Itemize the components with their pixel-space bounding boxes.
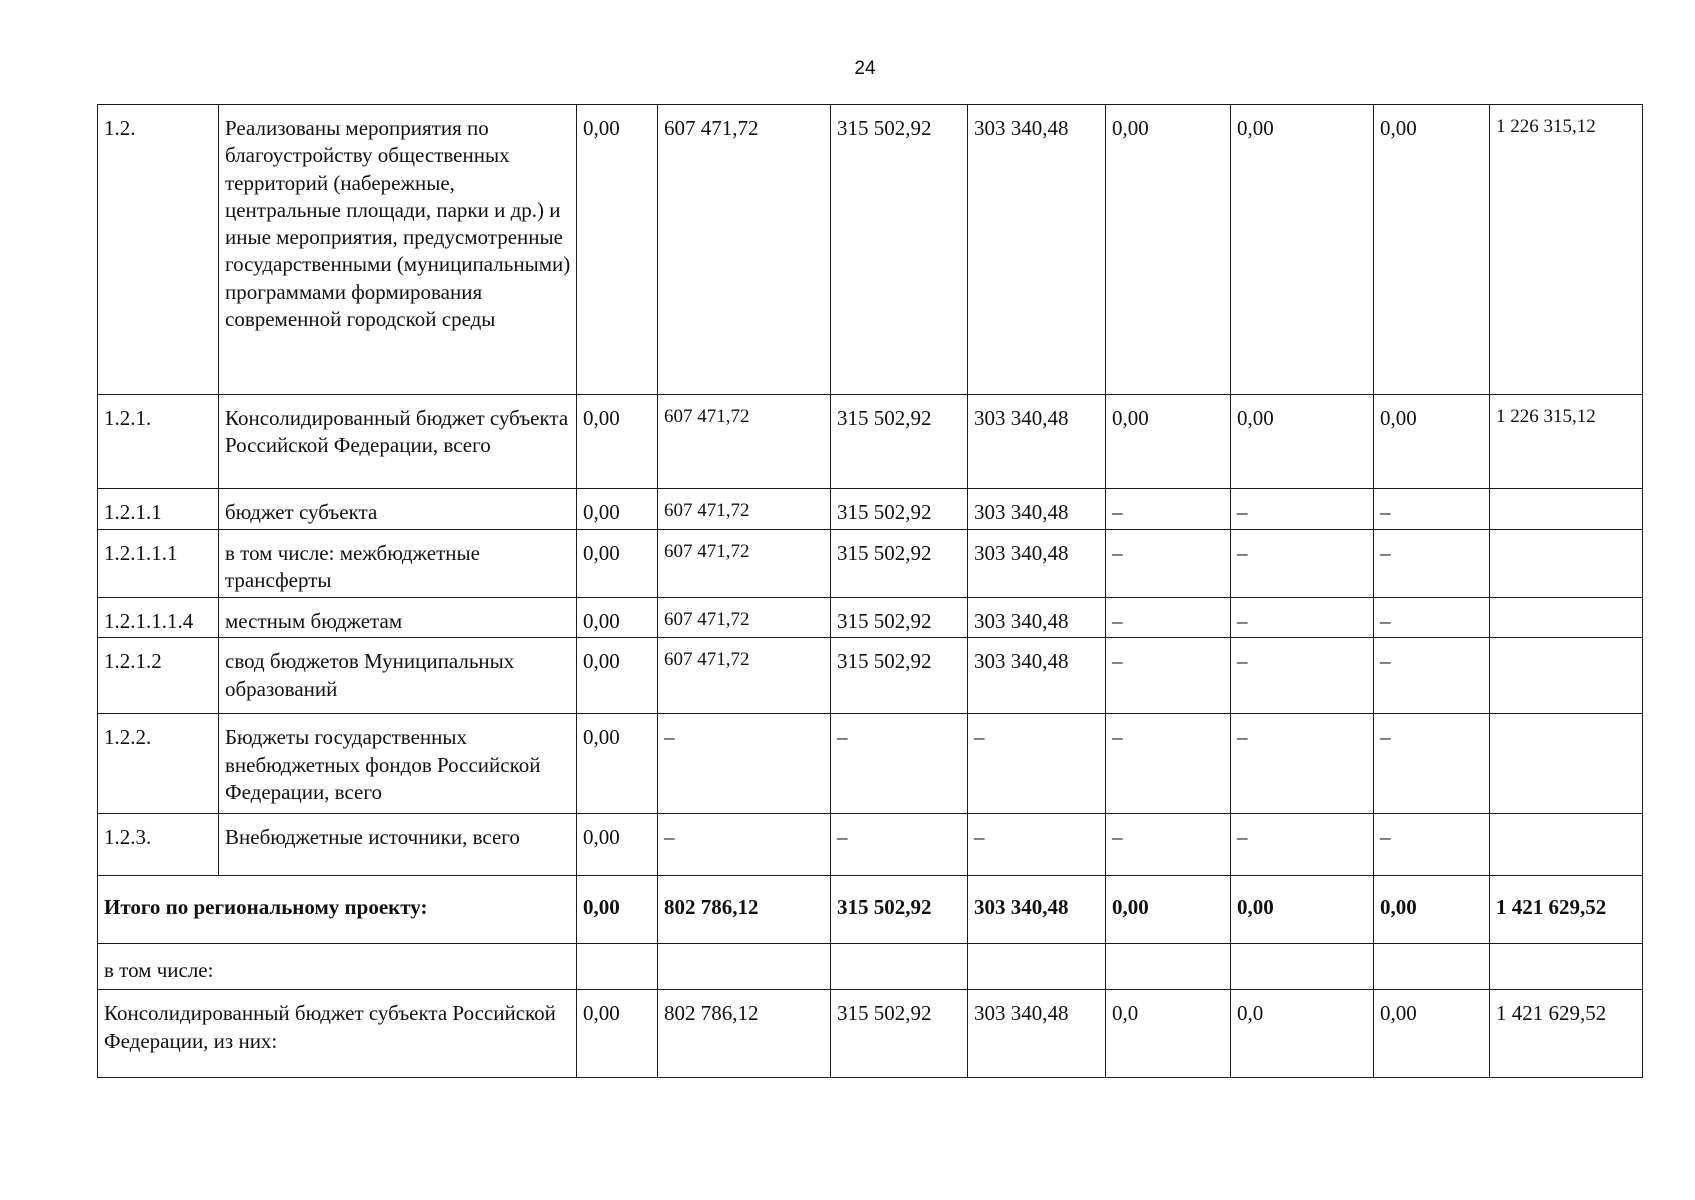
row-id: 1.2.1.1.1.4: [98, 598, 219, 638]
row-name: свод бюджетов Муниципальных образований: [219, 638, 577, 714]
total-value-cell: 1 421 629,52: [1490, 876, 1643, 944]
empty-cell: [1231, 944, 1374, 990]
value-cell: 0,0: [1106, 990, 1231, 1078]
value-cell: 0,00: [1231, 876, 1374, 944]
value-cell: 802 786,12: [658, 990, 831, 1078]
value-cell: –: [1231, 714, 1374, 814]
value-cell: 315 502,92: [831, 876, 968, 944]
empty-cell: [968, 944, 1106, 990]
total-value-cell: 1 226 315,12: [1490, 395, 1643, 489]
empty-cell: [1374, 944, 1490, 990]
empty-cell: [658, 944, 831, 990]
value-cell: 0,00: [577, 395, 658, 489]
table-row: [98, 814, 1643, 876]
value-cell: 0,00: [577, 105, 658, 395]
total-value-cell: [1490, 714, 1643, 814]
value-cell: –: [658, 814, 831, 876]
value-cell: 0,0: [1231, 990, 1374, 1078]
including-label: в том числе:: [98, 944, 577, 990]
total-label: Итого по региональному проекту:: [98, 876, 577, 944]
table-row: [98, 489, 1643, 530]
value-cell: 303 340,48: [968, 598, 1106, 638]
value-cell: –: [1374, 530, 1490, 598]
value-cell: –: [1374, 598, 1490, 638]
table-row: [98, 598, 1643, 638]
total-row: [98, 876, 1643, 944]
table-row: [98, 105, 1643, 395]
value-cell: 0,00: [577, 990, 658, 1078]
value-cell: 315 502,92: [831, 990, 968, 1078]
value-cell: 0,00: [577, 598, 658, 638]
value-cell: 0,00: [577, 638, 658, 714]
value-cell: 607 471,72: [658, 395, 831, 489]
value-cell: 607 471,72: [658, 105, 831, 395]
row-name: Консолидированный бюджет субъекта Российской Федерации, всего: [219, 395, 577, 489]
value-cell: 0,00: [577, 489, 658, 530]
value-cell: 315 502,92: [831, 395, 968, 489]
total-value-cell: [1490, 814, 1643, 876]
value-cell: 315 502,92: [831, 489, 968, 530]
row-name: Внебюджетные источники, всего: [219, 814, 577, 876]
row-name: местным бюджетам: [219, 598, 577, 638]
table-row: [98, 638, 1643, 714]
value-cell: 607 471,72: [658, 530, 831, 598]
empty-cell: [1490, 944, 1643, 990]
value-cell: –: [1374, 638, 1490, 714]
consolidated-label: Консолидированный бюджет субъекта Российской Федерации, из них:: [98, 990, 577, 1078]
value-cell: –: [1231, 638, 1374, 714]
value-cell: –: [658, 714, 831, 814]
value-cell: 0,00: [577, 530, 658, 598]
value-cell: –: [1106, 530, 1231, 598]
value-cell: –: [831, 814, 968, 876]
value-cell: 0,00: [1374, 990, 1490, 1078]
value-cell: 315 502,92: [831, 105, 968, 395]
table-row: [98, 714, 1643, 814]
including-row: [98, 944, 1643, 990]
total-value-cell: [1490, 489, 1643, 530]
value-cell: –: [831, 714, 968, 814]
row-name: Реализованы мероприятия по благоустройству общественных территорий (набережные, центральные площади, парки и др.) и иные мероприятия, предусмотренные государственными (муниципальными) программами формирования современной городской среды: [219, 105, 577, 395]
page-number: 24: [854, 58, 876, 79]
value-cell: 303 340,48: [968, 638, 1106, 714]
value-cell: 607 471,72: [658, 489, 831, 530]
value-cell: –: [1374, 714, 1490, 814]
value-cell: –: [968, 814, 1106, 876]
value-cell: 0,00: [577, 814, 658, 876]
value-cell: 303 340,48: [968, 990, 1106, 1078]
total-value-cell: 1 421 629,52: [1490, 990, 1643, 1078]
table-row: [98, 530, 1643, 598]
value-cell: 0,00: [577, 714, 658, 814]
value-cell: 0,00: [577, 876, 658, 944]
value-cell: 303 340,48: [968, 876, 1106, 944]
row-id: 1.2.1.1.1: [98, 530, 219, 598]
value-cell: 315 502,92: [831, 638, 968, 714]
value-cell: 315 502,92: [831, 598, 968, 638]
value-cell: 0,00: [1106, 876, 1231, 944]
value-cell: –: [1106, 814, 1231, 876]
value-cell: –: [1106, 638, 1231, 714]
empty-cell: [1106, 944, 1231, 990]
value-cell: 303 340,48: [968, 530, 1106, 598]
value-cell: –: [1374, 489, 1490, 530]
row-id: 1.2.3.: [98, 814, 219, 876]
total-value-cell: [1490, 638, 1643, 714]
consolidated-row: [98, 990, 1643, 1078]
budget-table: [97, 104, 1643, 1078]
row-id: 1.2.1.2: [98, 638, 219, 714]
value-cell: –: [1106, 598, 1231, 638]
row-name: бюджет субъекта: [219, 489, 577, 530]
row-id: 1.2.2.: [98, 714, 219, 814]
row-id: 1.2.1.1: [98, 489, 219, 530]
value-cell: 315 502,92: [831, 530, 968, 598]
value-cell: 303 340,48: [968, 105, 1106, 395]
value-cell: 0,00: [1231, 395, 1374, 489]
total-value-cell: [1490, 598, 1643, 638]
row-name: Бюджеты государственных внебюджетных фондов Российской Федерации, всего: [219, 714, 577, 814]
table-row: [98, 395, 1643, 489]
total-value-cell: 1 226 315,12: [1490, 105, 1643, 395]
value-cell: 802 786,12: [658, 876, 831, 944]
row-name: в том числе: межбюджетные трансферты: [219, 530, 577, 598]
row-id: 1.2.: [98, 105, 219, 395]
value-cell: –: [1231, 814, 1374, 876]
value-cell: –: [968, 714, 1106, 814]
value-cell: 0,00: [1374, 105, 1490, 395]
total-value-cell: [1490, 530, 1643, 598]
row-id: 1.2.1.: [98, 395, 219, 489]
empty-cell: [831, 944, 968, 990]
value-cell: 607 471,72: [658, 598, 831, 638]
value-cell: 607 471,72: [658, 638, 831, 714]
value-cell: –: [1374, 814, 1490, 876]
value-cell: –: [1231, 530, 1374, 598]
value-cell: 0,00: [1374, 395, 1490, 489]
value-cell: 303 340,48: [968, 395, 1106, 489]
value-cell: 0,00: [1231, 105, 1374, 395]
value-cell: 303 340,48: [968, 489, 1106, 530]
empty-cell: [577, 944, 658, 990]
value-cell: –: [1231, 598, 1374, 638]
value-cell: –: [1231, 489, 1374, 530]
value-cell: –: [1106, 489, 1231, 530]
value-cell: 0,00: [1374, 876, 1490, 944]
value-cell: 0,00: [1106, 105, 1231, 395]
value-cell: –: [1106, 714, 1231, 814]
value-cell: 0,00: [1106, 395, 1231, 489]
